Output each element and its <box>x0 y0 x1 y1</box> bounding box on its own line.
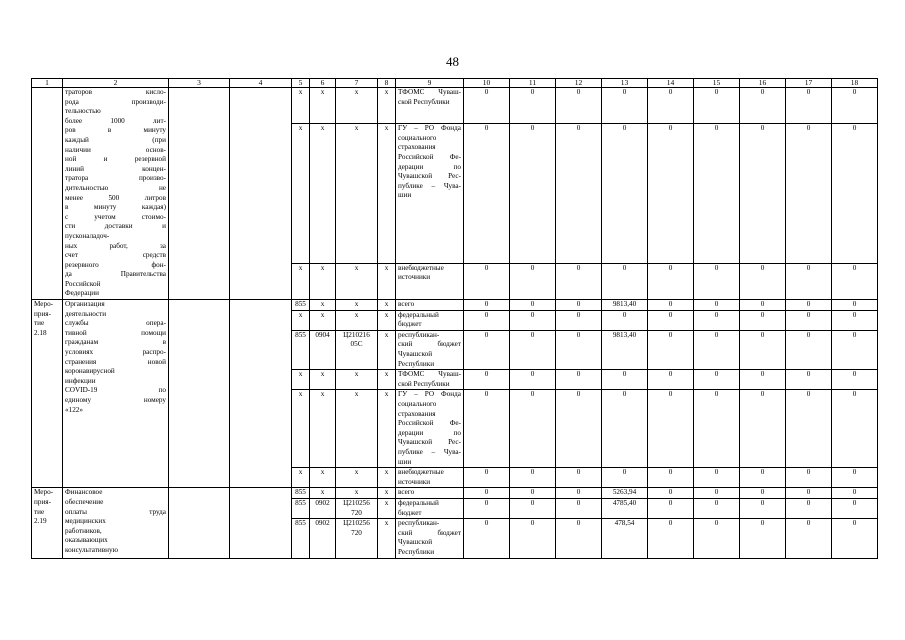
activity-description-line: оплаты труда <box>65 507 166 516</box>
funding-source-line: шии <box>398 457 412 466</box>
funding-source <box>396 390 464 468</box>
year-value: 0 <box>740 310 786 330</box>
expense-code: x <box>378 390 396 468</box>
funding-source <box>396 124 464 264</box>
year-value: 0 <box>832 468 878 488</box>
activity-label-line: Меро- <box>34 488 54 497</box>
activity-label-line: прия- <box>34 309 51 318</box>
year-value: 0 <box>464 330 510 369</box>
year-value: 0 <box>740 300 786 311</box>
section-code: 0904 <box>310 330 336 369</box>
funding-source-line: публике – Чува- <box>398 447 461 456</box>
gov-code: 855 <box>292 300 310 311</box>
activity-description-line: обеспечение <box>65 497 104 506</box>
funding-source <box>396 88 464 124</box>
activity-description <box>63 488 169 558</box>
funding-source-line: внебюджетные <box>398 468 444 477</box>
year-value: 0 <box>510 468 556 488</box>
year-value: 0 <box>694 498 740 518</box>
year-value: 0 <box>694 300 740 311</box>
target-code: x <box>336 310 378 330</box>
year-value: 0 <box>648 370 694 390</box>
activity-description-line: сти доставки и <box>65 222 166 231</box>
activity-description-line: линий концен- <box>65 164 166 173</box>
year-value: 0 <box>464 310 510 330</box>
funding-source-line: страхования <box>398 409 436 418</box>
year-value: 0 <box>464 124 510 264</box>
expense-code: x <box>378 519 396 558</box>
year-value: 0 <box>694 370 740 390</box>
year-value: 478,54 <box>602 519 648 558</box>
year-value: 0 <box>786 390 832 468</box>
co-executors <box>230 488 292 558</box>
section-code: x <box>310 488 336 499</box>
year-value: 0 <box>740 330 786 369</box>
target-code: x <box>336 468 378 488</box>
activity-description-line: гражданам в <box>65 338 166 347</box>
year-value: 0 <box>740 519 786 558</box>
funding-source-line: ТФОМС Чуваш- <box>398 370 461 379</box>
year-value: 0 <box>510 330 556 369</box>
target-code: x <box>336 370 378 390</box>
co-executors <box>230 88 292 300</box>
year-value: 0 <box>602 390 648 468</box>
table-row <box>32 88 878 124</box>
gov-code: x <box>292 370 310 390</box>
activity-description-line: «122» <box>65 405 83 414</box>
funding-source-line: социального <box>398 400 437 408</box>
activity-description-line: траторов кисло- <box>65 88 166 96</box>
activity-description-line: единому номеру <box>65 396 166 404</box>
header-cell: 4 <box>230 79 292 88</box>
year-value: 0 <box>694 124 740 264</box>
funding-source-line: шии <box>398 191 412 200</box>
activity-description <box>63 300 169 488</box>
target-code: x <box>336 488 378 499</box>
expense-code: x <box>378 488 396 499</box>
year-value: 0 <box>464 370 510 390</box>
funding-source <box>396 310 464 330</box>
year-value: 9813,40 <box>602 330 648 369</box>
activity-label-line: 2.18 <box>34 328 47 337</box>
year-value: 0 <box>648 124 694 264</box>
year-value: 0 <box>694 310 740 330</box>
activity-description-line: коронавирусной <box>65 367 115 376</box>
year-value: 0 <box>786 263 832 299</box>
year-value: 0 <box>832 498 878 518</box>
section-code: x <box>310 310 336 330</box>
year-value: 0 <box>648 310 694 330</box>
year-value: 0 <box>464 88 510 124</box>
year-value: 0 <box>786 519 832 558</box>
year-value: 0 <box>832 310 878 330</box>
section-code: x <box>310 390 336 468</box>
section-code: 0902 <box>310 519 336 558</box>
year-value: 0 <box>464 498 510 518</box>
year-value: 0 <box>740 263 786 299</box>
year-value: 0 <box>786 468 832 488</box>
year-value: 0 <box>464 390 510 468</box>
year-value: 0 <box>740 488 786 499</box>
section-code: x <box>310 468 336 488</box>
year-value: 9813,40 <box>602 300 648 311</box>
year-value: 0 <box>556 88 602 124</box>
funding-source-line: Республики <box>398 547 435 556</box>
activity-description-line: COVID-19 по <box>65 386 166 395</box>
year-value: 0 <box>740 124 786 264</box>
year-value: 0 <box>602 310 648 330</box>
funding-source-line: публике – Чува- <box>398 181 461 190</box>
activity-description <box>63 88 169 300</box>
funding-source-line: страхования <box>398 143 436 152</box>
year-value: 0 <box>786 498 832 518</box>
year-value: 0 <box>786 88 832 124</box>
year-value: 0 <box>740 498 786 518</box>
expense-code: x <box>378 310 396 330</box>
year-value: 0 <box>832 519 878 558</box>
year-value: 0 <box>694 468 740 488</box>
funding-source-line: Российской Фе- <box>398 419 461 428</box>
year-value: 0 <box>602 468 648 488</box>
funding-source <box>396 519 464 558</box>
year-value: 0 <box>786 370 832 390</box>
year-value: 0 <box>832 390 878 468</box>
activity-label-line: Меро- <box>34 300 54 309</box>
year-value: 0 <box>740 468 786 488</box>
activity-description-line: Организация <box>65 300 105 309</box>
year-value: 0 <box>556 390 602 468</box>
activity-description-line: консультативную <box>65 545 118 554</box>
year-value: 0 <box>602 88 648 124</box>
year-value: 0 <box>602 263 648 299</box>
funding-source-line: республикан- <box>398 330 440 339</box>
funding-source-line: Российской Фе- <box>398 153 461 162</box>
activity-description-line: странения новой <box>65 357 166 366</box>
funding-source-line: Чувашской <box>398 538 433 547</box>
page-number: 48 <box>446 54 459 69</box>
target-code: x <box>336 88 378 124</box>
section-code: 0902 <box>310 498 336 518</box>
activity-description-line: Финансовое <box>65 488 103 497</box>
year-value: 0 <box>510 390 556 468</box>
target-code: x <box>336 124 378 264</box>
header-row <box>32 79 878 88</box>
activity-label-line: тие <box>34 319 45 328</box>
funding-source-line: ГУ – РО Фонда <box>398 124 461 133</box>
activity-description-line: деятельности <box>65 309 107 318</box>
header-cell: 10 <box>464 79 510 88</box>
activity-description-line: наличии основ- <box>65 145 166 154</box>
header-cell: 6 <box>310 79 336 88</box>
year-value: 0 <box>786 124 832 264</box>
funding-source-line: ТФОМС Чуваш- <box>398 88 461 96</box>
gov-code: x <box>292 390 310 468</box>
header-cell: 17 <box>786 79 832 88</box>
year-value: 0 <box>832 124 878 264</box>
year-value: 0 <box>464 488 510 499</box>
expense-code: x <box>378 498 396 518</box>
year-value: 0 <box>556 519 602 558</box>
activity-description-line: счет средств <box>65 251 166 260</box>
activity-description-line: в минуту каждая) <box>65 203 166 212</box>
funding-source-line: ской Республики <box>398 97 450 106</box>
year-value: 0 <box>740 390 786 468</box>
funding-source-line: дерации по <box>398 162 461 171</box>
year-value: 0 <box>786 310 832 330</box>
activity-description-line: тивной помощи <box>65 328 166 337</box>
expense-code: x <box>378 300 396 311</box>
activity-description-line: работников, <box>65 526 102 535</box>
header-cell: 16 <box>740 79 786 88</box>
year-value: 0 <box>602 124 648 264</box>
year-value: 0 <box>510 370 556 390</box>
section-code: x <box>310 88 336 124</box>
header-cell: 14 <box>648 79 694 88</box>
header-cell: 11 <box>510 79 556 88</box>
year-value: 0 <box>556 310 602 330</box>
header-cell: 12 <box>556 79 602 88</box>
activity-description-line: пусконаладоч- <box>65 231 110 240</box>
year-value: 0 <box>648 498 694 518</box>
year-value: 0 <box>510 300 556 311</box>
year-value: 0 <box>464 263 510 299</box>
year-value: 0 <box>510 519 556 558</box>
funding-source-line: Чувашской Рес- <box>398 438 461 447</box>
year-value: 0 <box>510 88 556 124</box>
activity-description-line: тельностью <box>65 107 101 116</box>
activity-description-line: тратора произво- <box>65 174 166 183</box>
gov-code: 855 <box>292 498 310 518</box>
activity-description-line: службы опера- <box>65 319 166 328</box>
expense-code: x <box>378 263 396 299</box>
funding-source-line: ский бюджет <box>398 340 461 349</box>
gov-code: 855 <box>292 519 310 558</box>
responsible-executor <box>169 488 230 558</box>
expense-code: x <box>378 370 396 390</box>
expense-code: x <box>378 330 396 369</box>
target-code: x <box>336 300 378 311</box>
activity-label-line: 2.19 <box>34 517 47 526</box>
year-value: 0 <box>510 310 556 330</box>
activity-description-line: Федерации <box>65 289 99 298</box>
gov-code: x <box>292 263 310 299</box>
activity-description-line: ной и резервной <box>65 155 166 164</box>
funding-source-line: источники <box>398 477 431 486</box>
year-value: 0 <box>694 488 740 499</box>
funding-source-line: всего <box>398 300 415 309</box>
year-value: 5263,94 <box>602 488 648 499</box>
funding-source <box>396 498 464 518</box>
header-cell: 1 <box>32 79 63 88</box>
year-value: 0 <box>648 263 694 299</box>
header-cell: 7 <box>336 79 378 88</box>
funding-source <box>396 488 464 499</box>
header-cell: 2 <box>63 79 169 88</box>
year-value: 0 <box>556 330 602 369</box>
activity-description-line: условиях распро- <box>65 348 166 357</box>
year-value: 0 <box>786 330 832 369</box>
table-row <box>32 488 878 499</box>
target-code: Ц210216 05С <box>336 330 378 369</box>
target-code: Ц210256 720 <box>336 519 378 558</box>
year-value: 0 <box>694 519 740 558</box>
funding-source <box>396 468 464 488</box>
funding-source-line: источники <box>398 273 431 282</box>
funding-source-line: ской Республики <box>398 379 450 388</box>
activity-description-line: инфекции <box>65 376 96 385</box>
responsible-executor <box>169 88 230 300</box>
table-row <box>32 300 878 311</box>
activity-description-line: да Правительства <box>65 270 166 279</box>
activity-description-line: менее 500 литров <box>65 193 166 202</box>
funding-source-line: бюджет <box>398 508 422 517</box>
activity-description-line: ров в минуту <box>65 126 166 135</box>
activity-description-line: оказывающих <box>65 536 108 545</box>
header-cell: 13 <box>602 79 648 88</box>
activity-description-line: с учетом стоимо- <box>65 212 166 221</box>
funding-source <box>396 330 464 369</box>
funding-source-line: дерации по <box>398 428 461 437</box>
year-value: 0 <box>464 519 510 558</box>
funding-source-line: ский бюджет <box>398 528 461 537</box>
activity-description-line: рода производи- <box>65 97 166 106</box>
year-value: 0 <box>786 300 832 311</box>
year-value: 0 <box>510 124 556 264</box>
expense-code: x <box>378 468 396 488</box>
year-value: 0 <box>556 300 602 311</box>
funding-source-line: Республики <box>398 359 435 368</box>
header-cell: 18 <box>832 79 878 88</box>
funding-source-line: Чувашской <box>398 350 433 359</box>
year-value: 0 <box>648 330 694 369</box>
activity-label <box>32 88 63 300</box>
activity-label-line: тие <box>34 507 45 516</box>
budget-table <box>31 78 878 559</box>
activity-label-line: прия- <box>34 497 51 506</box>
funding-source-line: федеральный <box>398 498 439 507</box>
gov-code: x <box>292 468 310 488</box>
year-value: 0 <box>602 370 648 390</box>
activity-description-line: дительностью не <box>65 183 166 192</box>
year-value: 0 <box>510 488 556 499</box>
gov-code: x <box>292 310 310 330</box>
activity-label <box>32 300 63 488</box>
year-value: 0 <box>786 488 832 499</box>
gov-code: x <box>292 124 310 264</box>
year-value: 0 <box>832 88 878 124</box>
year-value: 0 <box>648 88 694 124</box>
year-value: 0 <box>832 370 878 390</box>
year-value: 0 <box>648 390 694 468</box>
header-cell: 9 <box>396 79 464 88</box>
year-value: 0 <box>464 468 510 488</box>
funding-source-line: республикан- <box>398 519 440 528</box>
year-value: 0 <box>510 263 556 299</box>
target-code: x <box>336 390 378 468</box>
section-code: x <box>310 300 336 311</box>
year-value: 0 <box>740 88 786 124</box>
year-value: 0 <box>556 468 602 488</box>
target-code: x <box>336 263 378 299</box>
section-code: x <box>310 124 336 264</box>
activity-description-line: ных работ, за <box>65 241 166 250</box>
funding-source <box>396 263 464 299</box>
funding-source-line: федеральный <box>398 310 439 319</box>
activity-description-line: резервного фон- <box>65 260 166 269</box>
co-executors <box>230 300 292 488</box>
funding-source-line: всего <box>398 488 415 497</box>
year-value: 0 <box>648 300 694 311</box>
funding-source <box>396 300 464 311</box>
activity-description-line: каждый (при <box>65 135 166 144</box>
activity-label <box>32 488 63 558</box>
year-value: 0 <box>740 370 786 390</box>
header-cell: 5 <box>292 79 310 88</box>
header-cell: 3 <box>169 79 230 88</box>
year-value: 0 <box>648 519 694 558</box>
gov-code: x <box>292 88 310 124</box>
activity-description-line: более 1000 лит- <box>65 116 166 125</box>
year-value: 0 <box>648 488 694 499</box>
section-code: x <box>310 263 336 299</box>
responsible-executor <box>169 300 230 488</box>
gov-code: 855 <box>292 488 310 499</box>
year-value: 0 <box>832 300 878 311</box>
expense-code: x <box>378 124 396 264</box>
year-value: 0 <box>694 330 740 369</box>
section-code: x <box>310 370 336 390</box>
year-value: 0 <box>832 330 878 369</box>
year-value: 0 <box>464 300 510 311</box>
year-value: 0 <box>556 488 602 499</box>
year-value: 0 <box>510 498 556 518</box>
header-cell: 8 <box>378 79 396 88</box>
header-cell: 15 <box>694 79 740 88</box>
year-value: 0 <box>832 488 878 499</box>
year-value: 0 <box>556 498 602 518</box>
gov-code: 855 <box>292 330 310 369</box>
year-value: 4785,40 <box>602 498 648 518</box>
funding-source <box>396 370 464 390</box>
year-value: 0 <box>556 263 602 299</box>
year-value: 0 <box>694 88 740 124</box>
funding-source-line: внебюджетные <box>398 263 444 272</box>
activity-description-line: Российской <box>65 279 101 288</box>
year-value: 0 <box>694 263 740 299</box>
year-value: 0 <box>694 390 740 468</box>
funding-source-line: социального <box>398 133 437 142</box>
funding-source-line: бюджет <box>398 320 422 329</box>
year-value: 0 <box>648 468 694 488</box>
activity-description-line: медицинских <box>65 517 106 526</box>
year-value: 0 <box>556 370 602 390</box>
expense-code: x <box>378 88 396 124</box>
funding-source-line: ГУ – РО Фонда <box>398 390 461 399</box>
target-code: Ц210256 720 <box>336 498 378 518</box>
funding-source-line: Чувашской Рес- <box>398 172 461 181</box>
year-value: 0 <box>556 124 602 264</box>
year-value: 0 <box>832 263 878 299</box>
